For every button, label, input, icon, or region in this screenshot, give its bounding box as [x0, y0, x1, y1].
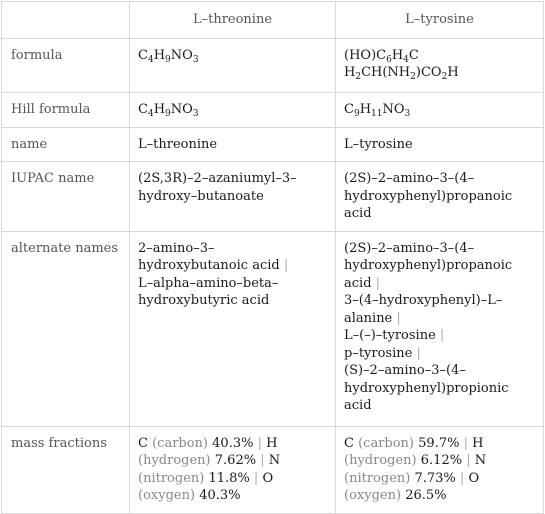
header-tyrosine: L–tyrosine	[336, 2, 544, 39]
comparison-table	[1, 1, 544, 514]
alternate-names-row	[2, 231, 544, 426]
name-row	[2, 127, 544, 162]
tyrosine-hill-formula: $C_9H_{11}NO_3$	[336, 92, 544, 127]
iupac-name-label: IUPAC name	[2, 162, 130, 232]
tyrosine-mass-fractions: C (carbon) 59.7% | H (hydrogen) 6.12% | N (nitrogen) 7.73% | O (oxygen) 26.5%	[336, 426, 544, 513]
threonine-hill-formula: $C_4H_9NO_3$	[130, 92, 336, 127]
name-label: name	[2, 127, 130, 162]
tyrosine-formula: $(HO)C_6H_4C$ $H_2CH(NH_2)CO_2H$	[336, 38, 544, 92]
threonine-mass-fractions: C (carbon) 40.3% | H (hydrogen) 7.62% | N (nitrogen) 11.8% | O (oxygen) 40.3%	[130, 426, 336, 513]
hill-formula-row	[2, 92, 544, 127]
threonine-iupac-name: (2S,3R)–2–azaniumyl–3– hydroxy–butanoate	[130, 162, 336, 232]
mass-fractions-row	[2, 426, 544, 513]
iupac-name-row	[2, 162, 544, 232]
hill-formula-label: Hill formula	[2, 92, 130, 127]
header-threonine: L–threonine	[130, 2, 336, 39]
alternate-names-label: alternate names	[2, 231, 130, 426]
tyrosine-name: L–tyrosine	[336, 127, 544, 162]
formula-label: formula	[2, 38, 130, 92]
header-row	[2, 2, 544, 39]
formula-row	[2, 38, 544, 92]
header-empty	[2, 2, 130, 39]
threonine-name: L–threonine	[130, 127, 336, 162]
threonine-alternate-names: 2–amino–3– hydroxybutanoic acid | L–alpha–amino–beta– hydroxybutyric acid	[130, 231, 336, 426]
threonine-formula: $C_4H_9NO_3$	[130, 38, 336, 92]
tyrosine-iupac-name: (2S)–2–amino–3–(4– hydroxyphenyl)propanoic acid	[336, 162, 544, 232]
mass-fractions-label: mass fractions	[2, 426, 130, 513]
tyrosine-alternate-names: (2S)–2–amino–3–(4– hydroxyphenyl)propanoic acid | 3–(4–hydroxyphenyl)–L– alanine | L–(–)–tyrosine | p–tyrosine | (S)–2–amino–3–(4– hydroxyphenyl)propionic acid	[336, 231, 544, 426]
